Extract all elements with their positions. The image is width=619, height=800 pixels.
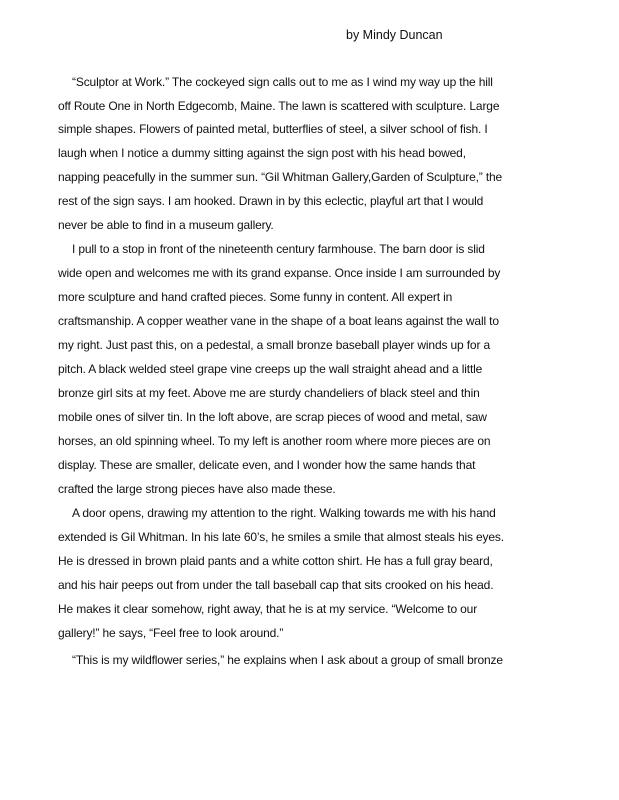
text-line: simple shapes. Flowers of painted metal, butterflies of steel, a silver school of fish. I — [58, 122, 488, 136]
text-line: A door opens, drawing my attention to the right. Walking towards me with his hand — [72, 506, 496, 520]
text-line: He makes it clear somehow, right away, that he is at my service. “Welcome to our — [58, 602, 478, 616]
text-line: never be able to find in a museum gallery. — [58, 218, 274, 232]
text-line: and his hair peeps out from under the tall baseball cap that sits crooked on his head. — [58, 578, 494, 592]
text-line: display. These are smaller, delicate even, and I wonder how the same hands that — [58, 458, 476, 472]
text-line: “This is my wildflower series,” he explains when I ask about a group of small bronze — [72, 653, 503, 667]
text-line: “Sculptor at Work.” The cockeyed sign calls out to me as I wind my way up the hill — [72, 75, 493, 89]
text-line: pitch. A black welded steel grape vine creeps up the wall straight ahead and a little — [58, 362, 483, 376]
text-line: I pull to a stop in front of the nineteenth century farmhouse. The barn door is slid — [72, 242, 485, 256]
text-line: napping peacefully in the summer sun. “Gil Whitman Gallery,Garden of Sculpture,” the — [58, 170, 503, 184]
text-line: horses, an old spinning wheel. To my left is another room where more pieces are on — [58, 434, 491, 448]
text-line: laugh when I notice a dummy sitting against the sign post with his head bowed, — [58, 146, 466, 160]
text-line: rest of the sign says. I am hooked. Drawn in by this eclectic, playful art that I would — [58, 194, 484, 208]
author-byline: by Mindy Duncan — [346, 28, 443, 42]
text-line: my right. Just past this, on a pedestal, a small bronze baseball player winds up for a — [58, 338, 490, 352]
text-line: mobile ones of silver tin. In the loft above, are scrap pieces of wood and metal, saw — [58, 410, 487, 424]
text-line: off Route One in North Edgecomb, Maine. The lawn is scattered with sculpture. Large — [58, 99, 500, 113]
text-line: more sculpture and hand crafted pieces. Some funny in content. All expert in — [58, 290, 453, 304]
text-line: wide open and welcomes me with its grand expanse. Once inside I am surrounded by — [58, 266, 501, 280]
text-line: He is dressed in brown plaid pants and a white cotton shirt. He has a full gray beard, — [58, 554, 493, 568]
text-line: craftsmanship. A copper weather vane in the shape of a boat leans against the wall to — [58, 314, 499, 328]
text-line: crafted the large strong pieces have also made these. — [58, 482, 336, 496]
text-line: bronze girl sits at my feet. Above me are sturdy chandeliers of black steel and thin — [58, 386, 480, 400]
text-line: extended is Gil Whitman. In his late 60’s, he smiles a smile that almost steals his eyes. — [58, 530, 504, 544]
text-line: gallery!” he says, “Feel free to look around.” — [58, 626, 284, 640]
